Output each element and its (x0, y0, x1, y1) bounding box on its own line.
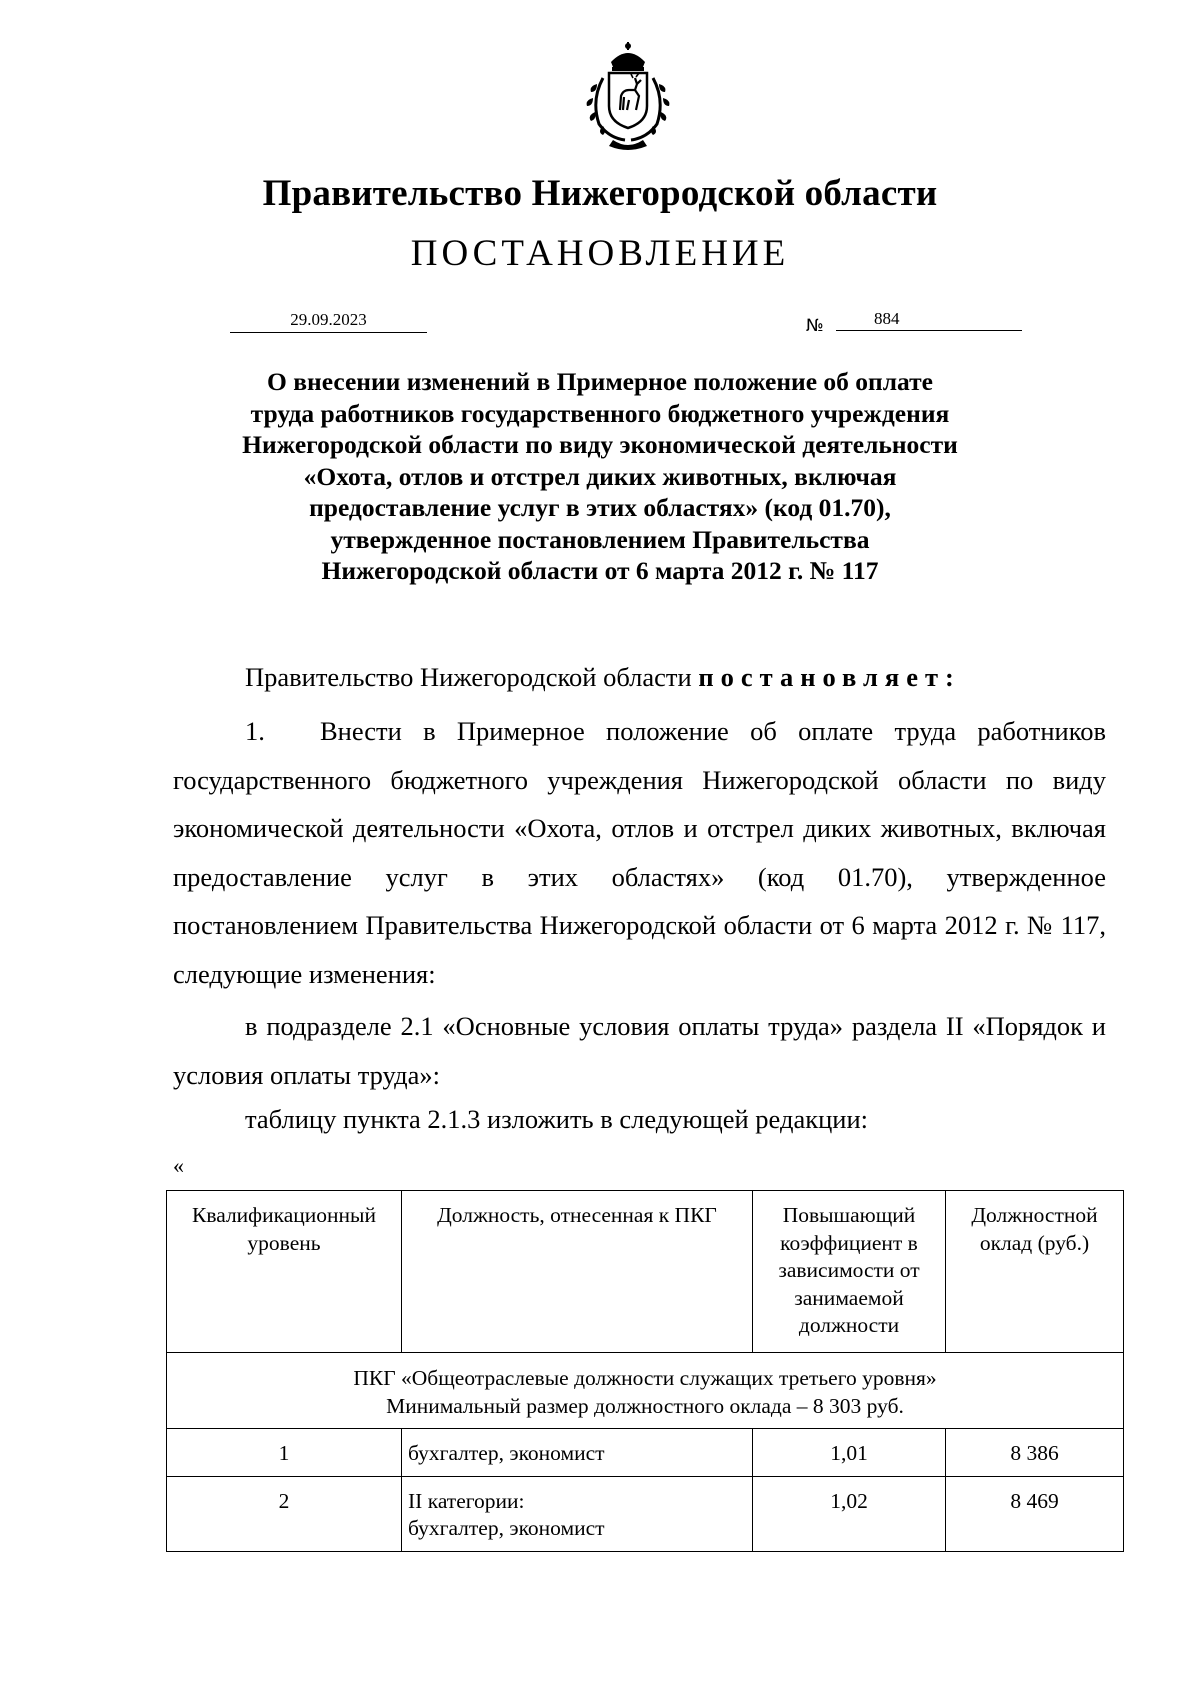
column-header-position: Должность, отнесенная к ПКГ (402, 1191, 753, 1353)
number-label: № (806, 316, 824, 336)
subject-line: Нижегородской области от 6 марта 2012 г. № 117 (321, 556, 879, 585)
paragraph-2 (173, 1002, 1106, 1099)
document-type: ПОСТАНОВЛЕНИЕ (410, 233, 790, 274)
subject-line: «Охота, отлов и отстрел диких животных, включая (303, 461, 897, 491)
paragraph-1 (173, 707, 1106, 998)
paragraph-number: 1. (245, 716, 265, 746)
table-row (167, 1429, 1124, 1477)
cell-salary: 8 386 (946, 1429, 1124, 1477)
document-subject (160, 366, 1040, 587)
subject-line: утвержденное постановлением Правительства (330, 524, 870, 554)
government-title: Правительство Нижегородской области (262, 173, 938, 214)
salary-table (166, 1190, 1124, 1552)
coat-of-arms-icon (573, 40, 683, 152)
intro-text: Правительство Нижегородской области (245, 662, 692, 692)
subject-line: О внесении изменений в Примерное положение об оплате (267, 367, 933, 396)
quote-open-mark: « (173, 1153, 184, 1178)
cell-level: 1 (167, 1429, 402, 1477)
paragraph-1-text: Внести в Примерное положение об оплате труда работников государственного бюджетного учреждения Нижегородской области по виду экономической деятельности «Охота, отлов и отстрел диких животных, включая предоставление услуг в этих областях» (код 01.70), утвержденное постановлением Правительства Нижегородской области от 6 марта 2012 г. № 117, следующие изменения: (173, 716, 1106, 989)
document-number: 884 (836, 309, 1022, 331)
column-header-level: Квалификационный уровень (167, 1191, 402, 1353)
column-header-salary: Должностной оклад (руб.) (946, 1191, 1124, 1353)
intro-paragraph (245, 662, 961, 693)
subject-line: предоставление услуг в этих областях» (код 01.70), (309, 493, 891, 522)
paragraph-2-text: в подразделе 2.1 «Основные условия оплаты труда» раздела II «Порядок и условия оплаты труда»: (173, 1011, 1106, 1090)
cell-coefficient: 1,01 (753, 1429, 946, 1477)
group-cell (167, 1353, 1124, 1429)
document-date: 29.09.2023 (230, 310, 427, 333)
cell-position (402, 1476, 753, 1551)
intro-decree-word: постановляет: (698, 662, 961, 692)
group-subtitle: Минимальный размер должностного оклада – 8 303 руб. (386, 1393, 904, 1418)
paragraph-3: таблицу пункта 2.1.3 изложить в следующей редакции: (245, 1104, 868, 1134)
position-line: бухгалтер, экономист (408, 1516, 605, 1540)
subject-line: труда работников государственного бюджетного учреждения (250, 398, 950, 428)
group-title: ПКГ «Общеотраслевые должности служащих третьего уровня» (353, 1366, 937, 1390)
table-group-row (167, 1353, 1124, 1429)
cell-position (402, 1429, 753, 1477)
cell-salary: 8 469 (946, 1476, 1124, 1551)
table-row (167, 1476, 1124, 1551)
position-line: бухгалтер, экономист (408, 1441, 605, 1465)
table-header-row (167, 1191, 1124, 1353)
position-line: II категории: (408, 1488, 525, 1513)
subject-line: Нижегородской области по виду экономической деятельности (242, 430, 958, 459)
cell-coefficient: 1,02 (753, 1476, 946, 1551)
cell-level: 2 (167, 1476, 402, 1551)
column-header-coefficient: Повышающий коэффициент в зависимости от занимаемой должности (753, 1191, 946, 1353)
